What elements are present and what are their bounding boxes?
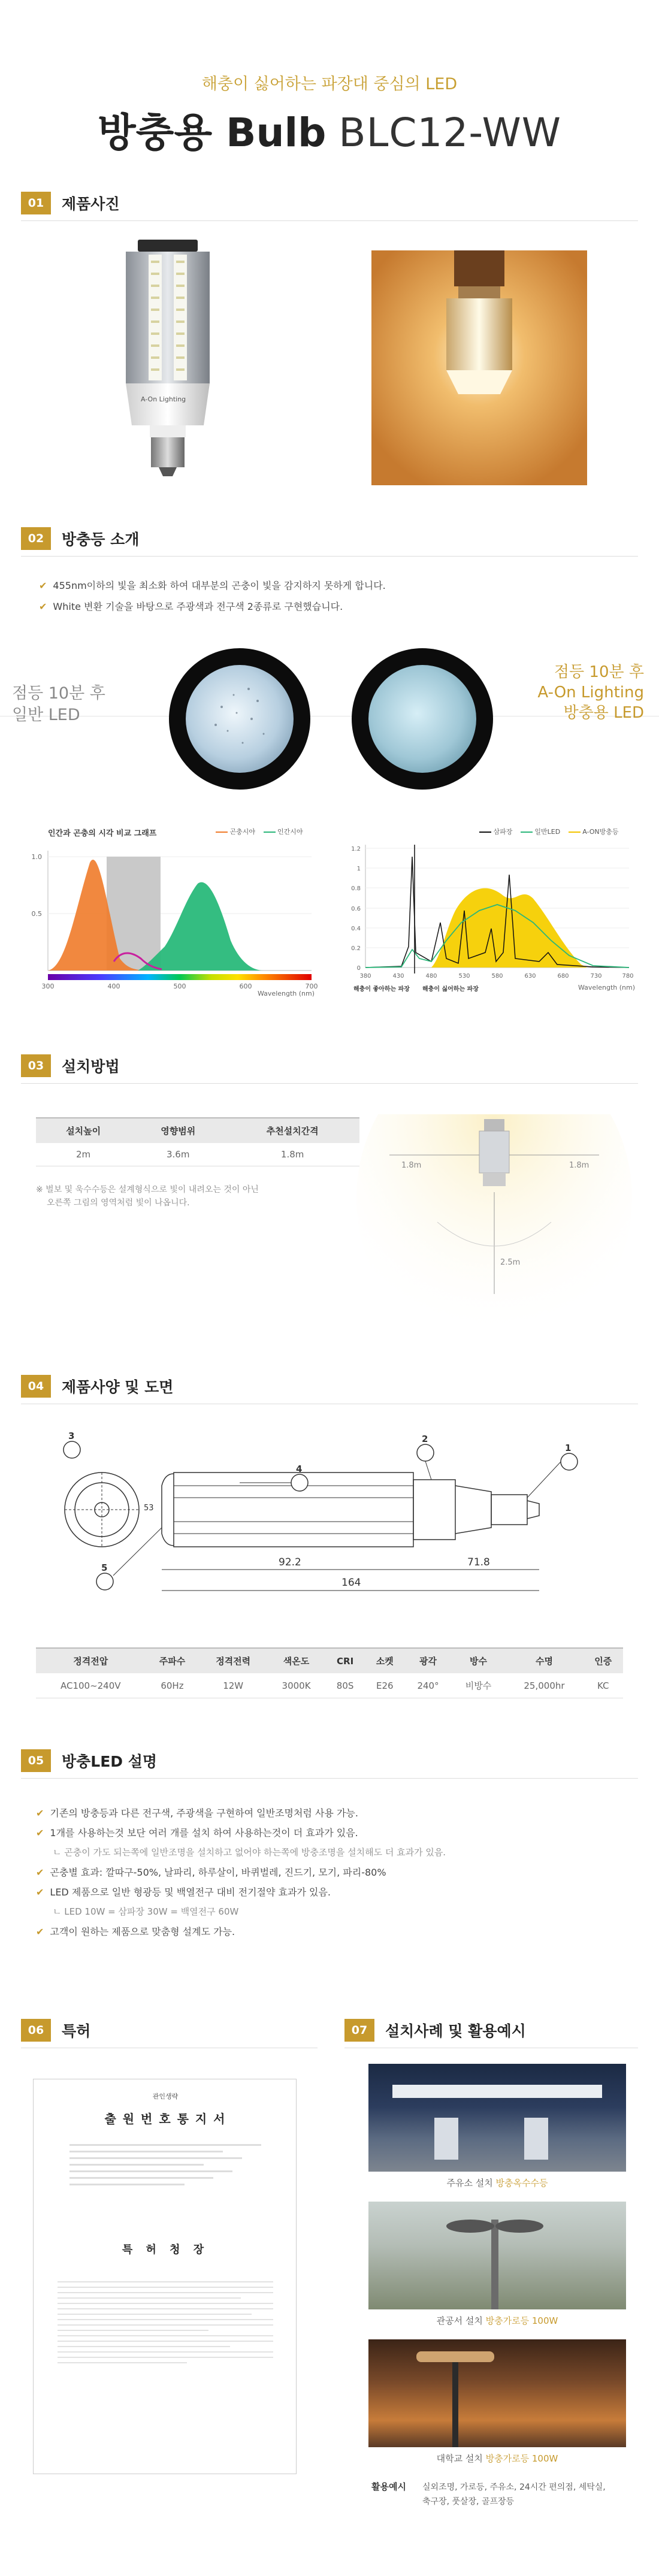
spec-header-beam: 광각 (404, 1648, 451, 1673)
spec-value-waterproof: 비방수 (452, 1673, 506, 1698)
check-icon: ✔ (36, 1886, 44, 1898)
dimension-164-label: 164 (341, 1577, 361, 1589)
section-7-title: 설치사례 및 활용예시 (385, 2022, 526, 2040)
spec-value-beam: 240° (404, 1673, 451, 1698)
insect-led-label-line-1: 점등 10분 후 (554, 663, 644, 681)
legend-human-label: 인간시야 (277, 828, 303, 836)
spec-header-lifetime: 수명 (505, 1648, 583, 1673)
section-2-header (21, 527, 139, 554)
install-note-line-2: 오른쪽 그림의 영역처럼 빛이 나옵니다. (47, 1198, 190, 1208)
dimension-71-label: 71.8 (467, 1556, 490, 1568)
case-photo-gas-station (368, 2064, 626, 2172)
usage-text-line-2: 축구장, 풋살장, 골프장등 (422, 2497, 515, 2507)
callout-3-circle (64, 1441, 80, 1458)
install-diagram (353, 1114, 635, 1366)
page-title (0, 101, 659, 158)
install-value-range: 3.6m (131, 1143, 225, 1166)
chart-2-ytick-0.4: 0.4 (351, 926, 361, 932)
section-2-title: 방충등 소개 (62, 531, 140, 548)
section-7-header (344, 2019, 526, 2045)
feature-item-4-sub: ㄴ LED 10W = 삼파장 30W = 백열전구 60W (53, 1906, 239, 1917)
section-4-number: 04 (21, 1375, 51, 1398)
spec-value-socket: E26 (365, 1673, 404, 1698)
section-3-title: 설치방법 (62, 1058, 120, 1075)
spec-table (36, 1647, 623, 1698)
chart-2-xtick-380: 380 (359, 973, 371, 979)
callout-3-label: 3 (68, 1431, 75, 1441)
intro-bullet-1-text: 455nm이하의 빛을 최소화 하여 대부분의 곤충이 빛을 감지하지 못하게 합니다. (53, 580, 386, 591)
campus-light-pole (452, 2351, 458, 2447)
vision-compare-chart (24, 827, 330, 1000)
dim-left-label: 1.8m (401, 1161, 422, 1170)
section-1-title: 제품사진 (62, 195, 120, 213)
chart-2-xtick-780: 780 (622, 973, 634, 979)
spec-header-cct: 색온도 (267, 1648, 325, 1673)
spec-value-cert: KC (583, 1673, 623, 1698)
section-7-number: 07 (344, 2019, 374, 2042)
dimension-92-label: 92.2 (279, 1556, 301, 1568)
chart-2-ytick-0: 0 (356, 965, 361, 972)
chart-1-title: 인간과 곤충의 시각 비교 그래프 (48, 829, 157, 838)
chart-1-legend (216, 827, 303, 836)
install-header-height: 설치높이 (36, 1118, 131, 1143)
case-photo-government-office (368, 2202, 626, 2309)
title-prefix: 방충용 Bulb (97, 110, 327, 156)
legend-3band-label: 삼파장 (493, 828, 513, 836)
install-note-line-1: ※ 벌보 및 욱수수등은 설계형식으로 빛이 내려오는 것이 아닌 (36, 1185, 259, 1195)
section-5-number: 05 (21, 1749, 51, 1772)
normal-led-label (12, 683, 105, 726)
section-2-number: 02 (21, 527, 51, 550)
case-caption-2 (368, 2314, 626, 2327)
chart-1-xlabel: Wavelength (nm) (258, 990, 315, 997)
callout-1-circle (561, 1453, 578, 1470)
spec-value-power: 12W (199, 1673, 267, 1698)
chart-1-xtick-500: 500 (173, 982, 186, 990)
section-1-number: 01 (21, 192, 51, 214)
cert-issuer: 특 허 청 장 (122, 2244, 209, 2256)
install-value-interval: 1.8m (225, 1143, 359, 1166)
spec-value-cri: 80S (325, 1673, 365, 1698)
section-4-title: 제품사양 및 도면 (62, 1378, 174, 1396)
callout-2-label: 2 (422, 1434, 428, 1444)
check-icon: ✔ (36, 1807, 44, 1819)
feature-item-5-text: 고객이 원하는 제품으로 맞춤형 설계도 가능. (50, 1926, 235, 1937)
feature-item-5 (36, 1922, 623, 1942)
feature-item-3-text: 곤충별 효과: 깔따구-50%, 날파리, 하루살이, 바퀴벌레, 진드기, 모기, 파리-80% (50, 1867, 386, 1878)
chart-2-xlabel: Wavelength (nm) (578, 984, 636, 991)
fuel-pump (434, 2118, 458, 2160)
chart-2-legend (479, 827, 619, 836)
spec-value-frequency: 60Hz (146, 1673, 199, 1698)
usage-text (422, 2480, 606, 2509)
install-table (36, 1117, 359, 1166)
spec-value-cct: 3000K (267, 1673, 325, 1698)
feature-item-1-text: 기존의 방충등과 다른 전구색, 주광색을 구현하여 일반조명처럼 사용 가능. (50, 1807, 358, 1819)
feature-item-4 (36, 1882, 623, 1902)
product-photo (84, 234, 252, 497)
street-light-pole (491, 2220, 498, 2309)
canopy-lights (392, 2085, 602, 2098)
cert-seal-note: 관인생략 (152, 2093, 179, 2100)
chart-2-xtick-680: 680 (557, 973, 569, 979)
chart-2-xtick-530: 530 (458, 973, 470, 979)
fuel-pump-2 (524, 2118, 548, 2160)
features-list (36, 1803, 623, 1942)
header-subtitle: 해충이 싫어하는 파장대 중심의 LED (201, 75, 458, 93)
section-5-header (21, 1749, 157, 1776)
callout-4-label: 4 (296, 1464, 303, 1474)
section-6-number: 06 (21, 2019, 51, 2042)
feature-item-2-text: 1개를 사용하는것 보단 여러 개를 설치 하여 사용하는것이 더 효과가 있음. (50, 1827, 358, 1839)
normal-led-label-line-1: 점등 10분 후 (12, 684, 105, 703)
case-caption-3-highlight: 방충가로등 100W (485, 2453, 558, 2464)
case-caption-3-prefix: 대학교 설치 (436, 2453, 483, 2464)
feature-item-2 (36, 1823, 623, 1843)
chart-2-ytick-1.2: 1.2 (351, 846, 361, 852)
legend-normal-led-swatch (521, 832, 533, 833)
spec-header-frequency: 주파수 (146, 1648, 199, 1673)
intro-bullet-2 (39, 599, 343, 613)
legend-human-swatch (264, 832, 276, 833)
spec-header-cri: CRI (325, 1648, 365, 1673)
case-photo-university (368, 2339, 626, 2447)
section-1-header (21, 192, 120, 218)
normal-led-label-line-2: 일반 LED (12, 706, 80, 724)
feature-item-2-sub: ㄴ 곤충이 가도 되는쪽에 일반조명을 설치하고 없어야 하는쪽에 방충조명을 설치해도 더 효과가 있음. (53, 1847, 446, 1858)
callout-1-label: 1 (565, 1443, 572, 1453)
chart-2-xtick-480: 480 (425, 973, 437, 979)
section-1-divider (21, 220, 638, 221)
cert-title: 출 원 번 호 통 지 서 (104, 2112, 226, 2126)
callout-4-circle (291, 1474, 308, 1491)
section-6-title: 특허 (62, 2022, 91, 2040)
spec-header-power: 정격전력 (199, 1648, 267, 1673)
install-header-range: 영향범위 (131, 1118, 225, 1143)
visible-spectrum-bar (48, 974, 312, 980)
product-logo-text: A-On Lighting (141, 395, 186, 403)
chart-2-xtick-580: 580 (491, 973, 503, 979)
chart-1-xtick-700: 700 (305, 982, 318, 990)
spec-header-voltage: 정격전압 (36, 1648, 146, 1673)
usage-text-line-1: 실외조명, 가로등, 주유소, 24시간 편의점, 세탁실, (422, 2483, 606, 2492)
insect-led-label-line-2: A-On Lighting (537, 684, 644, 702)
legend-insect-label: 곤충시야 (229, 828, 256, 836)
section-2-divider (21, 556, 638, 557)
insect-led-label (497, 662, 644, 723)
feature-item-3 (36, 1863, 623, 1882)
patent-certificate (33, 2079, 297, 2474)
chart-1-xtick-300: 300 (41, 982, 55, 990)
insect-led-result-image (350, 647, 494, 791)
dim-down-label: 2.5m (500, 1258, 521, 1267)
spec-header-cert: 인증 (583, 1648, 623, 1673)
check-icon: ✔ (39, 580, 47, 591)
case-caption-1 (368, 2176, 626, 2189)
section-3-number: 03 (21, 1054, 51, 1077)
section-3-header (21, 1054, 120, 1081)
dim-right-label: 1.8m (569, 1161, 590, 1170)
callout-5-circle (96, 1573, 113, 1590)
chart-2-ytick-1: 1 (356, 866, 361, 872)
insect-led-label-line-3: 방충용 LED (563, 704, 644, 722)
chart-2-xtick-730: 730 (590, 973, 602, 979)
technical-drawing (60, 1431, 599, 1617)
annotation-insect-likes: 해충이 좋아하는 파장 (353, 986, 410, 993)
chart-2-xtick-630: 630 (524, 973, 536, 979)
product-lit-photo (371, 250, 587, 485)
chart-2-ytick-0.8: 0.8 (351, 885, 361, 892)
legend-insect-swatch (216, 832, 228, 833)
callout-5-label: 5 (101, 1562, 108, 1573)
section-4-header (21, 1375, 173, 1401)
chart-2-xtick-430: 430 (392, 973, 404, 979)
section-6-header (21, 2019, 90, 2045)
spec-value-lifetime: 25,000hr (505, 1673, 583, 1698)
street-light-head-right (495, 2220, 543, 2233)
legend-aon-swatch (569, 832, 581, 833)
case-caption-2-prefix: 관공서 설치 (436, 2315, 483, 2326)
check-icon: ✔ (36, 1827, 44, 1839)
annotation-insect-dislikes: 해충이 싫어하는 파장 (422, 986, 479, 993)
case-caption-1-highlight: 방충옥수수등 (495, 2178, 548, 2188)
legend-3band-swatch (479, 832, 491, 833)
street-light-head-left (446, 2220, 494, 2233)
spec-header-waterproof: 방수 (452, 1648, 506, 1673)
legend-aon-label: A-ON방충등 (582, 828, 619, 836)
case-caption-1-prefix: 주유소 설치 (446, 2178, 493, 2188)
feature-item-1 (36, 1803, 623, 1823)
normal-led-result-image (168, 647, 312, 791)
cert-body-text (58, 2277, 273, 2368)
campus-light-head (416, 2351, 494, 2362)
check-icon: ✔ (36, 1926, 44, 1937)
chart-1-ytick-05: 0.5 (31, 910, 42, 918)
install-header-interval: 추천설치간격 (225, 1118, 359, 1143)
chart-2-ytick-0.2: 0.2 (351, 945, 361, 952)
spec-value-voltage: AC100~240V (36, 1673, 146, 1698)
cert-details (69, 2139, 261, 2190)
usage-label: 활용예시 (371, 2481, 406, 2492)
case-caption-3 (368, 2452, 626, 2465)
callout-2-circle (417, 1444, 434, 1461)
legend-normal-led-label: 일반LED (534, 828, 561, 836)
dimension-side-label: 53 (144, 1504, 154, 1513)
case-caption-2-highlight: 방충가로등 100W (485, 2315, 558, 2326)
chart-2-ytick-0.6: 0.6 (351, 906, 361, 912)
intro-bullet-1 (39, 578, 386, 592)
section-5-divider (21, 1778, 638, 1779)
check-icon: ✔ (39, 601, 47, 612)
chart-1-ytick-1: 1.0 (31, 853, 42, 861)
chart-1-xtick-600: 600 (239, 982, 252, 990)
section-5-title: 방충LED 설명 (62, 1753, 158, 1770)
chart-1-xtick-400: 400 (107, 982, 120, 990)
title-model: BLC12-WW (338, 110, 562, 156)
spec-header-socket: 소켓 (365, 1648, 404, 1673)
spectrum-compare-chart (341, 827, 641, 1006)
install-note (36, 1183, 259, 1210)
intro-bullet-2-text: White 변환 기술을 바탕으로 주광색과 전구색 2종류로 구현했습니다. (53, 601, 343, 612)
section-3-divider (21, 1083, 638, 1084)
check-icon: ✔ (36, 1867, 44, 1878)
feature-item-4-text: LED 제품으로 일반 형광등 및 백열전구 대비 전기절약 효과가 있음. (50, 1886, 331, 1898)
install-value-height: 2m (36, 1143, 131, 1166)
